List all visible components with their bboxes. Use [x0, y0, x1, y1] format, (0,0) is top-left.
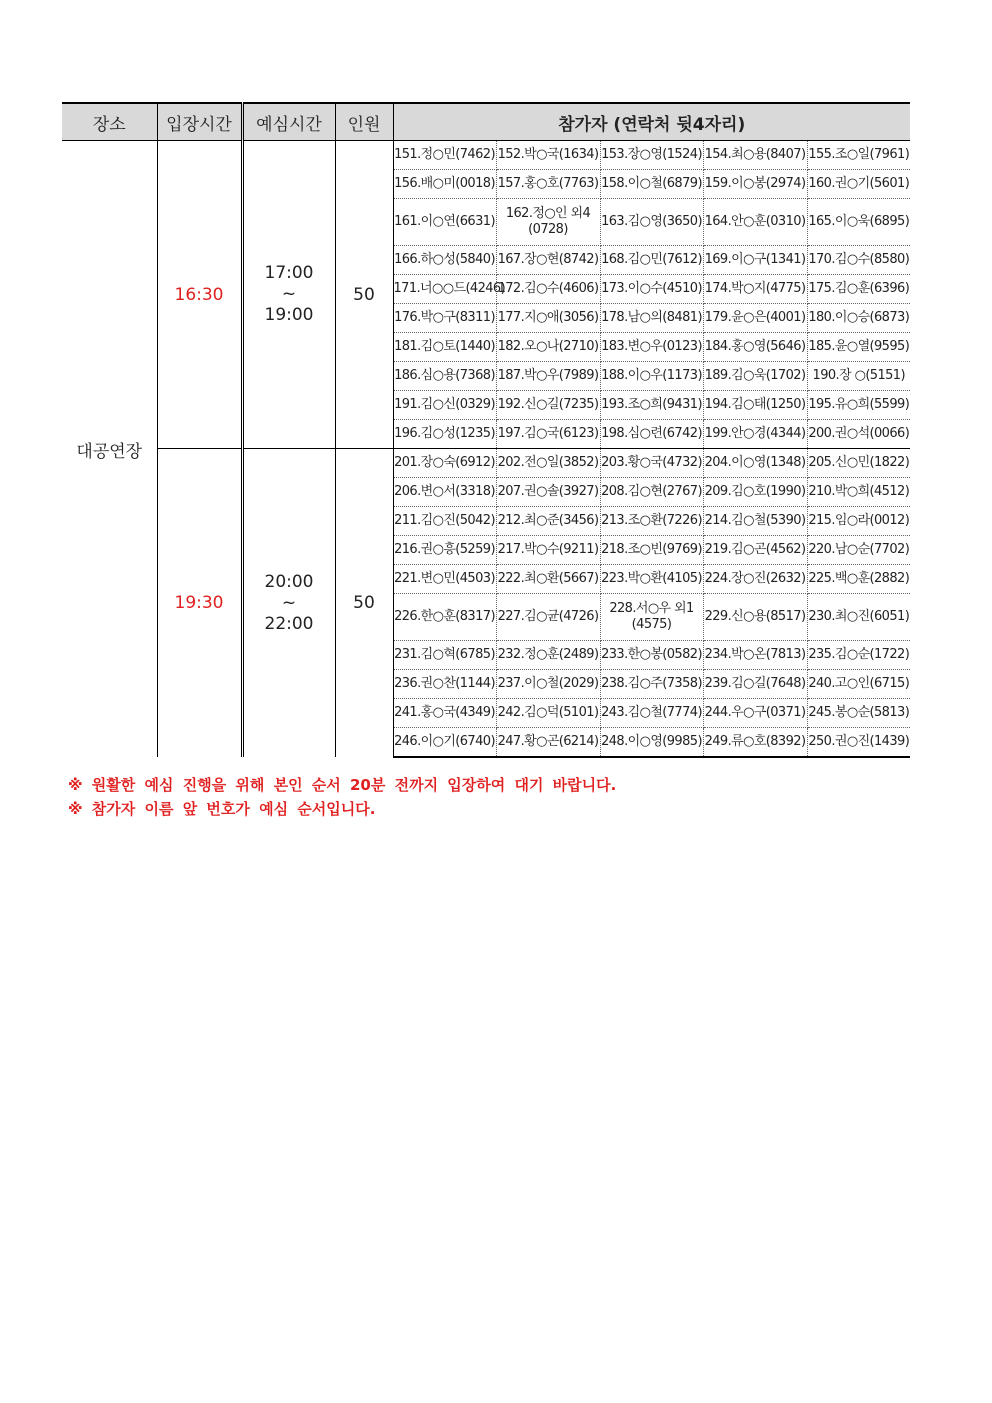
participant-cell: 237.이○철(2029)	[496, 670, 600, 699]
prelim-time-cell	[242, 449, 335, 758]
participant-cell: 227.김○균(4726)	[496, 594, 600, 641]
participant-cell: 201.장○숙(6912)	[393, 449, 496, 478]
participant-cell: 249.류○호(8392)	[703, 728, 807, 758]
participant-cell: 202.전○일(3852)	[496, 449, 600, 478]
participant-cell: 240.고○인(6715)	[807, 670, 910, 699]
participant-cell: 190.장 ○(5151)	[807, 362, 910, 391]
participant-cell: 211.김○진(5042)	[393, 507, 496, 536]
header-prelim-time: 예심시간	[242, 103, 335, 141]
participant-cell: 161.이○연(6631)	[393, 199, 496, 246]
participant-cell: 180.이○승(6873)	[807, 304, 910, 333]
participant-cell: 196.김○성(1235)	[393, 420, 496, 449]
participant-cell: 219.김○곤(4562)	[703, 536, 807, 565]
note-arrival: ※ 원활한 예심 진행을 위해 본인 순서 20분 전까지 입장하여 대기 바랍니다.	[68, 776, 617, 794]
table-row	[62, 141, 910, 170]
prelim-sep: ~	[281, 284, 297, 304]
participant-cell: 212.최○준(3456)	[496, 507, 600, 536]
participant-cell: 166.하○성(5840)	[393, 246, 496, 275]
participant-cell: 242.김○덕(5101)	[496, 699, 600, 728]
participant-cell: 167.장○현(8742)	[496, 246, 600, 275]
participant-cell: 246.이○기(6740)	[393, 728, 496, 758]
participant-cell: 241.홍○국(4349)	[393, 699, 496, 728]
participant-cell: 236.권○찬(1144)	[393, 670, 496, 699]
prelim-start: 20:00	[264, 571, 314, 592]
participant-cell: 178.남○의(8481)	[600, 304, 703, 333]
participant-cell: 207.권○솔(3927)	[496, 478, 600, 507]
participant-cell: 156.배○미(0018)	[393, 170, 496, 199]
header-participants: 참가자 (연락처 뒷4자리)	[393, 103, 910, 141]
participant-cell: 169.이○구(1341)	[703, 246, 807, 275]
participant-cell: 247.황○곤(6214)	[496, 728, 600, 758]
schedule-table	[62, 102, 910, 758]
participant-cell: 184.홍○영(5646)	[703, 333, 807, 362]
participant-cell: 199.안○경(4344)	[703, 420, 807, 449]
participant-cell: 153.장○영(1524)	[600, 141, 703, 170]
participant-cell: 239.김○길(7648)	[703, 670, 807, 699]
header-entry-time: 입장시간	[157, 103, 242, 141]
participant-cell: 197.김○국(6123)	[496, 420, 600, 449]
participant-cell: 189.김○욱(1702)	[703, 362, 807, 391]
prelim-end: 22:00	[264, 613, 314, 634]
note-order: ※ 참가자 이름 앞 번호가 예심 순서입니다.	[68, 800, 376, 818]
header-row	[62, 103, 910, 141]
participant-cell: 174.박○지(4775)	[703, 275, 807, 304]
participant-cell: 188.이○우(1173)	[600, 362, 703, 391]
participant-cell: 158.이○철(6879)	[600, 170, 703, 199]
participant-cell: 171.너○○드(4246)	[393, 275, 496, 304]
participant-cell: 168.김○민(7612)	[600, 246, 703, 275]
participant-cell: 192.신○길(7235)	[496, 391, 600, 420]
participant-cell: 214.김○철(5390)	[703, 507, 807, 536]
participant-cell: 248.이○영(9985)	[600, 728, 703, 758]
participant-cell: 229.신○용(8517)	[703, 594, 807, 641]
participant-cell: 200.권○석(0066)	[807, 420, 910, 449]
participant-cell: 157.홍○호(7763)	[496, 170, 600, 199]
participant-cell: 250.권○진(1439)	[807, 728, 910, 758]
participant-cell: 215.임○라(0012)	[807, 507, 910, 536]
participant-cell: 213.조○환(7226)	[600, 507, 703, 536]
participant-cell: 226.한○훈(8317)	[393, 594, 496, 641]
participant-cell: 222.최○환(5667)	[496, 565, 600, 594]
participant-cell: 170.김○수(8580)	[807, 246, 910, 275]
participant-cell: 245.봉○순(5813)	[807, 699, 910, 728]
participant-cell: 163.김○영(3650)	[600, 199, 703, 246]
participant-cell: 234.박○온(7813)	[703, 641, 807, 670]
participant-cell: 175.김○훈(6396)	[807, 275, 910, 304]
participant-cell: 172.김○수(4606)	[496, 275, 600, 304]
participant-cell: 218.조○빈(9769)	[600, 536, 703, 565]
participant-cell: 185.윤○열(9595)	[807, 333, 910, 362]
participant-cell: 208.김○현(2767)	[600, 478, 703, 507]
participant-cell: 233.한○봉(0582)	[600, 641, 703, 670]
participant-cell: 177.지○애(3056)	[496, 304, 600, 333]
participant-cell: 221.변○민(4503)	[393, 565, 496, 594]
participant-cell: 204.이○영(1348)	[703, 449, 807, 478]
participant-cell: 223.박○환(4105)	[600, 565, 703, 594]
participant-cell: 232.정○훈(2489)	[496, 641, 600, 670]
participant-cell: 159.이○봉(2974)	[703, 170, 807, 199]
participant-cell: 183.변○우(0123)	[600, 333, 703, 362]
participant-cell: 173.이○수(4510)	[600, 275, 703, 304]
prelim-sep: ~	[281, 592, 297, 613]
count-cell: 50	[335, 449, 393, 758]
participant-cell: 152.박○국(1634)	[496, 141, 600, 170]
participant-cell: 162.정○인 외4 (0728)	[496, 199, 600, 246]
participant-cell: 179.윤○은(4001)	[703, 304, 807, 333]
participant-cell: 193.조○희(9431)	[600, 391, 703, 420]
participant-cell: 182.오○나(2710)	[496, 333, 600, 362]
participant-cell: 230.최○진(6051)	[807, 594, 910, 641]
participant-cell: 154.최○용(8407)	[703, 141, 807, 170]
participant-cell: 155.조○일(7961)	[807, 141, 910, 170]
participant-cell: 194.김○태(1250)	[703, 391, 807, 420]
participant-cell: 198.심○련(6742)	[600, 420, 703, 449]
notes	[68, 773, 616, 821]
participant-cell: 176.박○구(8311)	[393, 304, 496, 333]
header-count: 인원	[335, 103, 393, 141]
participant-cell: 151.정○민(7462)	[393, 141, 496, 170]
count-cell: 50	[335, 141, 393, 449]
participant-cell: 244.우○구(0371)	[703, 699, 807, 728]
participant-cell: 228.서○우 외1 (4575)	[600, 594, 703, 641]
entry-time-cell: 16:30	[157, 141, 242, 449]
participant-cell: 205.신○민(1822)	[807, 449, 910, 478]
header-venue: 장소	[62, 103, 157, 141]
participant-cell: 235.김○순(1722)	[807, 641, 910, 670]
participant-cell: 181.김○토(1440)	[393, 333, 496, 362]
participant-cell: 209.김○호(1990)	[703, 478, 807, 507]
prelim-time-cell	[242, 141, 335, 449]
participant-cell: 160.권○기(5601)	[807, 170, 910, 199]
participant-cell: 217.박○수(9211)	[496, 536, 600, 565]
participant-cell: 210.박○희(4512)	[807, 478, 910, 507]
table-row	[62, 449, 910, 478]
venue-cell: 대공연장	[62, 141, 157, 758]
participant-cell: 186.심○용(7368)	[393, 362, 496, 391]
participant-cell: 238.김○주(7358)	[600, 670, 703, 699]
participant-cell: 220.남○순(7702)	[807, 536, 910, 565]
participant-cell: 187.박○우(7989)	[496, 362, 600, 391]
schedule-body	[62, 141, 910, 758]
participant-cell: 203.황○국(4732)	[600, 449, 703, 478]
participant-cell: 206.변○서(3318)	[393, 478, 496, 507]
participant-cell: 243.김○철(7774)	[600, 699, 703, 728]
participant-cell: 191.김○신(0329)	[393, 391, 496, 420]
participant-cell: 216.권○흥(5259)	[393, 536, 496, 565]
participant-cell: 195.유○희(5599)	[807, 391, 910, 420]
participant-cell: 165.이○욱(6895)	[807, 199, 910, 246]
prelim-end: 19:00	[264, 305, 314, 325]
prelim-start: 17:00	[264, 263, 314, 283]
participant-cell: 164.안○훈(0310)	[703, 199, 807, 246]
participant-cell: 231.김○혁(6785)	[393, 641, 496, 670]
participant-cell: 224.장○진(2632)	[703, 565, 807, 594]
participant-cell: 225.백○훈(2882)	[807, 565, 910, 594]
entry-time-cell: 19:30	[157, 449, 242, 758]
